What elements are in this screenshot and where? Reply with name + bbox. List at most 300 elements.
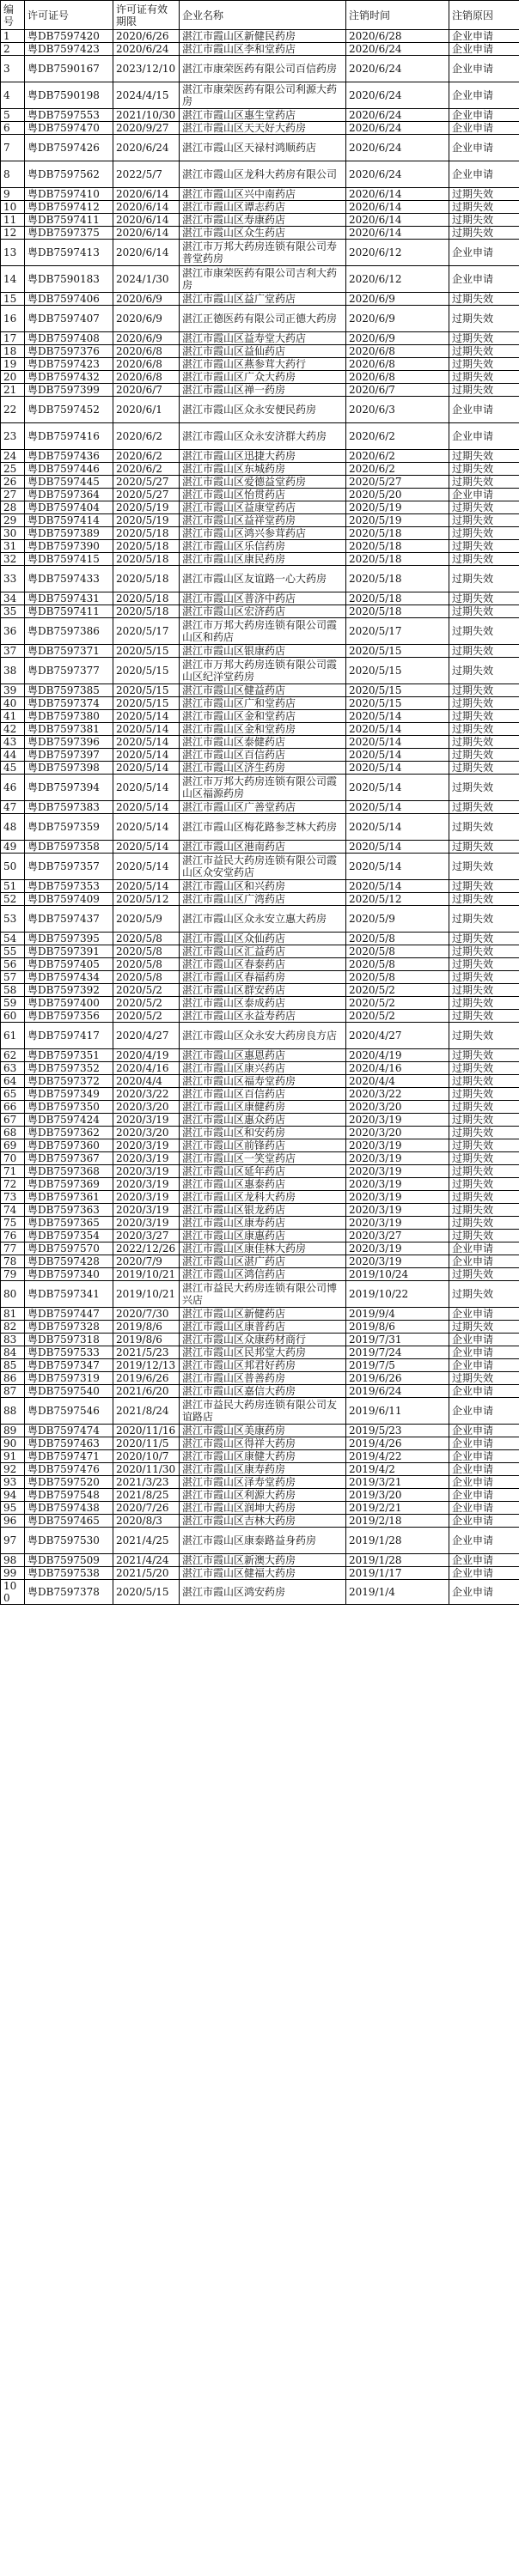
cell-license-validity: 2020/7/26 (113, 1502, 180, 1515)
cell-license-validity: 2020/5/18 (113, 566, 180, 592)
cell-cancellation-date: 2019/1/28 (346, 1554, 449, 1567)
cell-company-name: 湛江市霞山区鸿兴参茸药店 (180, 527, 346, 540)
cell-cancellation-date: 2019/6/24 (346, 1385, 449, 1398)
cell-number: 30 (1, 527, 25, 540)
cell-cancellation-date: 2020/3/19 (346, 1139, 449, 1152)
cell-number: 81 (1, 1308, 25, 1321)
cell-company-name: 湛江市霞山区康佳林大药房 (180, 1242, 346, 1255)
cell-company-name: 湛江市霞山区众康药材商行 (180, 1334, 346, 1346)
cell-license-validity: 2020/5/19 (113, 514, 180, 527)
cell-number: 50 (1, 854, 25, 880)
cell-number: 67 (1, 1114, 25, 1127)
cell-cancellation-reason: 企业申请 (449, 1476, 519, 1489)
cell-cancellation-date: 2019/4/22 (346, 1450, 449, 1463)
cell-cancellation-date: 2020/5/18 (346, 540, 449, 553)
cell-number: 26 (1, 476, 25, 489)
cell-company-name: 湛江市万邦大药房连锁有限公司寿普堂药房 (180, 240, 346, 266)
cell-cancellation-reason: 过期失效 (449, 450, 519, 463)
cell-cancellation-reason: 企业申请 (449, 1334, 519, 1346)
cell-cancellation-reason: 过期失效 (449, 1049, 519, 1062)
cell-company-name: 湛江市霞山区天天好大药房 (180, 122, 346, 135)
cell-number: 80 (1, 1281, 25, 1308)
table-row (1, 1359, 519, 1372)
cell-license-validity: 2020/5/14 (113, 710, 180, 723)
cell-number: 10 (1, 201, 25, 214)
cell-cancellation-reason: 过期失效 (449, 775, 519, 801)
cell-number: 40 (1, 697, 25, 710)
table-row (1, 1127, 519, 1139)
cell-cancellation-reason: 企业申请 (449, 1502, 519, 1515)
cell-company-name: 湛江市霞山区泽寿堂药房 (180, 1476, 346, 1489)
cell-number: 62 (1, 1049, 25, 1062)
cell-cancellation-reason: 过期失效 (449, 566, 519, 592)
cell-company-name: 湛江市霞山区康泰路益身药房 (180, 1528, 346, 1554)
cell-number: 85 (1, 1359, 25, 1372)
cell-company-name: 湛江市康荣医药有限公司百信药房 (180, 56, 346, 82)
cell-company-name: 湛江市霞山区吉林大药房 (180, 1515, 346, 1528)
cell-company-name: 湛江市霞山区康健药房 (180, 1101, 346, 1114)
cell-company-name: 湛江市霞山区前锋药店 (180, 1139, 346, 1152)
cell-license-number: 粤DB7597413 (25, 240, 113, 266)
cell-license-validity: 2020/5/15 (113, 645, 180, 658)
cell-number: 13 (1, 240, 25, 266)
cell-cancellation-reason: 过期失效 (449, 762, 519, 775)
cell-license-validity: 2020/5/17 (113, 618, 180, 645)
cell-number: 86 (1, 1372, 25, 1385)
cell-license-validity: 2021/6/20 (113, 1385, 180, 1398)
cell-cancellation-date: 2020/6/24 (346, 56, 449, 82)
cell-license-validity: 2020/11/5 (113, 1437, 180, 1450)
cell-cancellation-date: 2019/2/18 (346, 1515, 449, 1528)
cell-cancellation-reason: 过期失效 (449, 1230, 519, 1242)
cell-company-name: 湛江市霞山区众永安济群大药房 (180, 423, 346, 450)
cell-company-name: 湛江市霞山区康民药房 (180, 553, 346, 566)
cell-license-validity: 2020/5/14 (113, 775, 180, 801)
cell-cancellation-date: 2019/6/26 (346, 1372, 449, 1385)
cell-license-number: 粤DB7597433 (25, 566, 113, 592)
cell-company-name: 湛江市霞山区梅花路参芝林大药房 (180, 814, 346, 841)
table-row (1, 201, 519, 214)
table-row (1, 605, 519, 618)
cell-license-validity: 2020/3/27 (113, 1230, 180, 1242)
table-row (1, 1398, 519, 1425)
cell-license-validity: 2020/7/9 (113, 1255, 180, 1268)
cell-number: 63 (1, 1062, 25, 1075)
cell-number: 87 (1, 1385, 25, 1398)
cell-license-number: 粤DB7597520 (25, 1476, 113, 1489)
cell-license-number: 粤DB7597446 (25, 463, 113, 476)
cell-license-validity: 2020/3/19 (113, 1191, 180, 1204)
cell-cancellation-reason: 过期失效 (449, 854, 519, 880)
cell-number: 15 (1, 293, 25, 306)
cell-license-number: 粤DB7597553 (25, 109, 113, 122)
cell-cancellation-date: 2020/5/15 (346, 697, 449, 710)
cell-license-validity: 2020/10/7 (113, 1450, 180, 1463)
cell-cancellation-date: 2020/5/14 (346, 749, 449, 762)
cell-cancellation-date: 2020/4/27 (346, 1023, 449, 1049)
table-row (1, 1139, 519, 1152)
cell-number: 14 (1, 266, 25, 293)
cell-cancellation-reason: 过期失效 (449, 1372, 519, 1385)
cell-number: 76 (1, 1230, 25, 1242)
cell-company-name: 湛江市霞山区金和堂药店 (180, 710, 346, 723)
cell-company-name: 湛江市霞山区永益寿药店 (180, 1010, 346, 1023)
cell-company-name: 湛江市霞山区兴中南药店 (180, 188, 346, 201)
cell-number: 32 (1, 553, 25, 566)
cell-license-validity: 2020/5/27 (113, 476, 180, 489)
cell-cancellation-date: 2020/4/19 (346, 1049, 449, 1062)
cell-license-validity: 2020/5/2 (113, 997, 180, 1010)
table-row (1, 1230, 519, 1242)
cell-cancellation-date: 2020/5/14 (346, 710, 449, 723)
cell-license-number: 粤DB7597353 (25, 880, 113, 893)
cell-number: 52 (1, 893, 25, 906)
cell-license-number: 粤DB7597538 (25, 1567, 113, 1580)
cell-license-number: 粤DB7597354 (25, 1230, 113, 1242)
cell-number: 72 (1, 1178, 25, 1191)
cell-license-number: 粤DB7597385 (25, 684, 113, 697)
table-row (1, 933, 519, 945)
cell-number: 5 (1, 109, 25, 122)
cell-license-validity: 2021/8/25 (113, 1489, 180, 1502)
cell-number: 83 (1, 1334, 25, 1346)
cell-company-name: 湛江市霞山区燕参茸大药行 (180, 358, 346, 371)
table-row (1, 1437, 519, 1450)
cell-license-validity: 2019/10/21 (113, 1268, 180, 1281)
cell-license-number: 粤DB7597436 (25, 450, 113, 463)
cell-number: 6 (1, 122, 25, 135)
cell-company-name: 湛江市霞山区康寿药房 (180, 1463, 346, 1476)
cell-company-name: 湛江市霞山区广和堂药店 (180, 697, 346, 710)
cell-cancellation-date: 2020/3/22 (346, 1088, 449, 1101)
cell-company-name: 湛江市霞山区邦君好药房 (180, 1359, 346, 1372)
cell-license-number: 粤DB7597409 (25, 893, 113, 906)
table-row (1, 1489, 519, 1502)
cell-number: 78 (1, 1255, 25, 1268)
cell-cancellation-reason: 企业申请 (449, 1385, 519, 1398)
cell-cancellation-date: 2020/5/14 (346, 762, 449, 775)
cell-cancellation-date: 2020/5/14 (346, 854, 449, 880)
cell-cancellation-reason: 企业申请 (449, 1425, 519, 1437)
table-row (1, 1217, 519, 1230)
cell-license-validity: 2020/5/19 (113, 501, 180, 514)
cell-cancellation-reason: 过期失效 (449, 710, 519, 723)
cell-license-number: 粤DB7597530 (25, 1528, 113, 1554)
cell-cancellation-date: 2020/6/14 (346, 227, 449, 240)
cell-cancellation-reason: 企业申请 (449, 43, 519, 56)
cell-number: 24 (1, 450, 25, 463)
cell-license-number: 粤DB7597431 (25, 592, 113, 605)
cell-number: 57 (1, 971, 25, 984)
cell-cancellation-date: 2020/6/24 (346, 43, 449, 56)
cell-company-name: 湛江市霞山区得祥大药房 (180, 1437, 346, 1450)
cell-license-number: 粤DB7597424 (25, 1114, 113, 1127)
cell-cancellation-reason: 企业申请 (449, 56, 519, 82)
cell-license-number: 粤DB7597415 (25, 553, 113, 566)
cell-number: 94 (1, 1489, 25, 1502)
table-row (1, 214, 519, 227)
cell-number: 33 (1, 566, 25, 592)
cell-cancellation-reason: 过期失效 (449, 1321, 519, 1334)
cell-cancellation-reason: 过期失效 (449, 906, 519, 933)
cell-license-validity: 2019/10/21 (113, 1281, 180, 1308)
cell-cancellation-date: 2020/5/18 (346, 527, 449, 540)
cell-number: 22 (1, 397, 25, 423)
cell-license-number: 粤DB7597365 (25, 1217, 113, 1230)
cell-company-name: 湛江市霞山区康普药店 (180, 1321, 346, 1334)
cell-number: 70 (1, 1152, 25, 1165)
cell-cancellation-reason: 过期失效 (449, 1088, 519, 1101)
cell-license-validity: 2020/5/14 (113, 801, 180, 814)
table-row (1, 397, 519, 423)
cell-company-name: 湛江市霞山区惠众药店 (180, 1114, 346, 1127)
cell-cancellation-date: 2020/6/14 (346, 201, 449, 214)
table-row (1, 1567, 519, 1580)
table-row (1, 489, 519, 501)
cell-license-validity: 2020/6/9 (113, 293, 180, 306)
table-row (1, 1114, 519, 1127)
cell-license-number: 粤DB7590198 (25, 82, 113, 109)
cell-license-validity: 2019/8/6 (113, 1321, 180, 1334)
table-row (1, 345, 519, 358)
cell-license-number: 粤DB7597360 (25, 1139, 113, 1152)
cell-number: 79 (1, 1268, 25, 1281)
cell-cancellation-reason: 过期失效 (449, 540, 519, 553)
cell-cancellation-date: 2020/5/2 (346, 1010, 449, 1023)
cell-license-validity: 2020/5/14 (113, 736, 180, 749)
cell-license-number: 粤DB7597470 (25, 122, 113, 135)
table-row (1, 56, 519, 82)
cell-cancellation-reason: 企业申请 (449, 1554, 519, 1567)
cell-company-name: 湛江市霞山区银康药店 (180, 645, 346, 658)
cell-license-validity: 2020/6/9 (113, 332, 180, 345)
cell-license-validity: 2020/5/18 (113, 553, 180, 566)
cell-number: 99 (1, 1567, 25, 1580)
cell-cancellation-reason: 企业申请 (449, 1346, 519, 1359)
cell-cancellation-date: 2020/3/19 (346, 1114, 449, 1127)
cell-cancellation-date: 2020/5/15 (346, 645, 449, 658)
table-row (1, 540, 519, 553)
cell-license-number: 粤DB7597548 (25, 1489, 113, 1502)
cell-license-number: 粤DB7597411 (25, 605, 113, 618)
cell-company-name: 湛江市霞山区一笑堂药店 (180, 1152, 346, 1165)
cell-cancellation-date: 2020/6/24 (346, 122, 449, 135)
cell-number: 31 (1, 540, 25, 553)
cell-cancellation-date: 2020/3/19 (346, 1204, 449, 1217)
cell-cancellation-reason: 企业申请 (449, 1567, 519, 1580)
cell-company-name: 湛江市霞山区百信药店 (180, 1088, 346, 1101)
cell-license-number: 粤DB7597389 (25, 527, 113, 540)
cell-cancellation-date: 2020/3/19 (346, 1191, 449, 1204)
cell-license-number: 粤DB7597376 (25, 345, 113, 358)
cell-number: 47 (1, 801, 25, 814)
cell-license-number: 粤DB7597426 (25, 135, 113, 161)
table-row (1, 1165, 519, 1178)
cell-license-validity: 2020/5/14 (113, 723, 180, 736)
cell-cancellation-reason: 过期失效 (449, 997, 519, 1010)
table-row (1, 736, 519, 749)
cell-cancellation-reason: 过期失效 (449, 1281, 519, 1308)
cell-cancellation-date: 2020/6/24 (346, 135, 449, 161)
cell-license-validity: 2020/5/8 (113, 945, 180, 958)
table-row (1, 240, 519, 266)
cell-cancellation-reason: 企业申请 (449, 82, 519, 109)
cell-license-number: 粤DB7597392 (25, 984, 113, 997)
cell-license-number: 粤DB7597463 (25, 1437, 113, 1450)
cell-company-name: 湛江市霞山区李和堂药店 (180, 43, 346, 56)
cell-number: 44 (1, 749, 25, 762)
cell-license-validity: 2021/10/30 (113, 109, 180, 122)
cell-cancellation-date: 2020/5/2 (346, 997, 449, 1010)
cell-company-name: 湛江市霞山区益仙药店 (180, 345, 346, 358)
cell-cancellation-date: 2019/4/2 (346, 1463, 449, 1476)
cell-license-validity: 2020/3/22 (113, 1088, 180, 1101)
table-row (1, 1502, 519, 1515)
cell-license-validity: 2020/3/20 (113, 1127, 180, 1139)
cell-cancellation-reason: 过期失效 (449, 201, 519, 214)
cell-license-number: 粤DB7597407 (25, 306, 113, 332)
cell-license-number: 粤DB7597509 (25, 1554, 113, 1567)
table-row (1, 658, 519, 684)
cell-company-name: 湛江市霞山区东城药房 (180, 463, 346, 476)
cell-number: 41 (1, 710, 25, 723)
cell-company-name: 湛江市霞山区延年药店 (180, 1165, 346, 1178)
cell-license-number: 粤DB7597364 (25, 489, 113, 501)
cell-license-validity: 2020/5/15 (113, 684, 180, 697)
table-row (1, 684, 519, 697)
cell-number: 23 (1, 423, 25, 450)
cell-company-name: 湛江市霞山区健益药店 (180, 684, 346, 697)
cell-cancellation-reason: 过期失效 (449, 553, 519, 566)
cell-cancellation-date: 2020/5/18 (346, 566, 449, 592)
table-row (1, 122, 519, 135)
cell-cancellation-reason: 过期失效 (449, 1268, 519, 1281)
cell-license-number: 粤DB7597395 (25, 933, 113, 945)
cell-cancellation-date: 2020/5/8 (346, 971, 449, 984)
cell-company-name: 湛江市霞山区康惠药店 (180, 1230, 346, 1242)
table-row (1, 566, 519, 592)
cell-license-number: 粤DB7597474 (25, 1425, 113, 1437)
cell-company-name: 湛江市康荣医药有限公司吉利大药房 (180, 266, 346, 293)
cell-number: 28 (1, 501, 25, 514)
cell-company-name: 湛江市霞山区众永安大药房良方店 (180, 1023, 346, 1049)
cell-license-number: 粤DB7597414 (25, 514, 113, 527)
cell-cancellation-reason: 过期失效 (449, 476, 519, 489)
cell-number: 29 (1, 514, 25, 527)
cell-license-validity: 2024/4/15 (113, 82, 180, 109)
cell-cancellation-date: 2020/3/19 (346, 1165, 449, 1178)
header-license-number: 许可证号 (25, 1, 113, 30)
cell-cancellation-date: 2020/4/16 (346, 1062, 449, 1075)
cell-number: 1 (1, 30, 25, 43)
cell-license-number: 粤DB7597476 (25, 1463, 113, 1476)
cell-license-validity: 2021/3/23 (113, 1476, 180, 1489)
cell-license-number: 粤DB7597394 (25, 775, 113, 801)
table-row (1, 188, 519, 201)
cell-license-validity: 2019/8/6 (113, 1334, 180, 1346)
cell-cancellation-reason: 过期失效 (449, 1152, 519, 1165)
cell-cancellation-date: 2019/1/28 (346, 1528, 449, 1554)
cell-number: 96 (1, 1515, 25, 1528)
table-row (1, 1308, 519, 1321)
cell-cancellation-date: 2020/6/2 (346, 463, 449, 476)
cell-license-number: 粤DB7597405 (25, 958, 113, 971)
cell-license-validity: 2020/11/30 (113, 1463, 180, 1476)
table-row (1, 801, 519, 814)
cell-number: 18 (1, 345, 25, 358)
cell-license-validity: 2020/5/2 (113, 1010, 180, 1023)
cell-number: 11 (1, 214, 25, 227)
cell-number: 84 (1, 1346, 25, 1359)
cell-license-number: 粤DB7597417 (25, 1023, 113, 1049)
cell-license-number: 粤DB7597350 (25, 1101, 113, 1114)
cell-license-validity: 2020/6/14 (113, 214, 180, 227)
cell-cancellation-date: 2020/6/3 (346, 397, 449, 423)
cell-cancellation-date: 2020/3/19 (346, 1152, 449, 1165)
cell-number: 66 (1, 1101, 25, 1114)
cell-company-name: 湛江市万邦大药房连锁有限公司霞山区福源药房 (180, 775, 346, 801)
cell-license-number: 粤DB7597383 (25, 801, 113, 814)
cell-cancellation-reason: 过期失效 (449, 1178, 519, 1191)
cell-license-validity: 2020/5/14 (113, 841, 180, 854)
cell-cancellation-date: 2020/5/17 (346, 618, 449, 645)
cell-cancellation-date: 2020/5/12 (346, 893, 449, 906)
cell-company-name: 湛江市霞山区美康药房 (180, 1425, 346, 1437)
cell-license-validity: 2020/6/7 (113, 384, 180, 397)
cell-cancellation-reason: 过期失效 (449, 697, 519, 710)
table-row (1, 450, 519, 463)
cell-license-validity: 2020/4/27 (113, 1023, 180, 1049)
cell-number: 69 (1, 1139, 25, 1152)
cell-cancellation-date: 2019/9/4 (346, 1308, 449, 1321)
cell-number: 16 (1, 306, 25, 332)
cell-cancellation-reason: 过期失效 (449, 736, 519, 749)
cell-company-name: 湛江市霞山区康寿药店 (180, 1217, 346, 1230)
table-row (1, 1425, 519, 1437)
cell-number: 38 (1, 658, 25, 684)
cell-license-number: 粤DB7597340 (25, 1268, 113, 1281)
table-row (1, 1062, 519, 1075)
cell-license-number: 粤DB7597341 (25, 1281, 113, 1308)
cell-license-validity: 2020/6/24 (113, 43, 180, 56)
cell-company-name: 湛江市万邦大药房连锁有限公司霞山区纪洋堂药房 (180, 658, 346, 684)
table-row (1, 945, 519, 958)
cell-cancellation-reason: 企业申请 (449, 1308, 519, 1321)
cell-company-name: 湛江市霞山区天禄村鸿顺药店 (180, 135, 346, 161)
cell-cancellation-date: 2019/7/5 (346, 1359, 449, 1372)
cell-number: 89 (1, 1425, 25, 1437)
cell-cancellation-date: 2020/5/9 (346, 906, 449, 933)
cell-license-validity: 2020/3/20 (113, 1101, 180, 1114)
cell-license-validity: 2020/5/14 (113, 880, 180, 893)
cell-number: 35 (1, 605, 25, 618)
header-company-name: 企业名称 (180, 1, 346, 30)
cell-license-number: 粤DB7597408 (25, 332, 113, 345)
cell-cancellation-date: 2020/3/19 (346, 1178, 449, 1191)
cell-cancellation-reason: 过期失效 (449, 893, 519, 906)
cell-number: 73 (1, 1191, 25, 1204)
cell-number: 9 (1, 188, 25, 201)
cell-cancellation-reason: 过期失效 (449, 618, 519, 645)
cell-license-number: 粤DB7597318 (25, 1334, 113, 1346)
cell-license-number: 粤DB7597372 (25, 1075, 113, 1088)
cell-license-validity: 2020/4/16 (113, 1062, 180, 1075)
cell-license-number: 粤DB7597371 (25, 645, 113, 658)
cell-license-validity: 2019/6/26 (113, 1372, 180, 1385)
cell-cancellation-date: 2020/6/7 (346, 384, 449, 397)
cell-cancellation-date: 2019/3/20 (346, 1489, 449, 1502)
cell-cancellation-reason: 过期失效 (449, 945, 519, 958)
